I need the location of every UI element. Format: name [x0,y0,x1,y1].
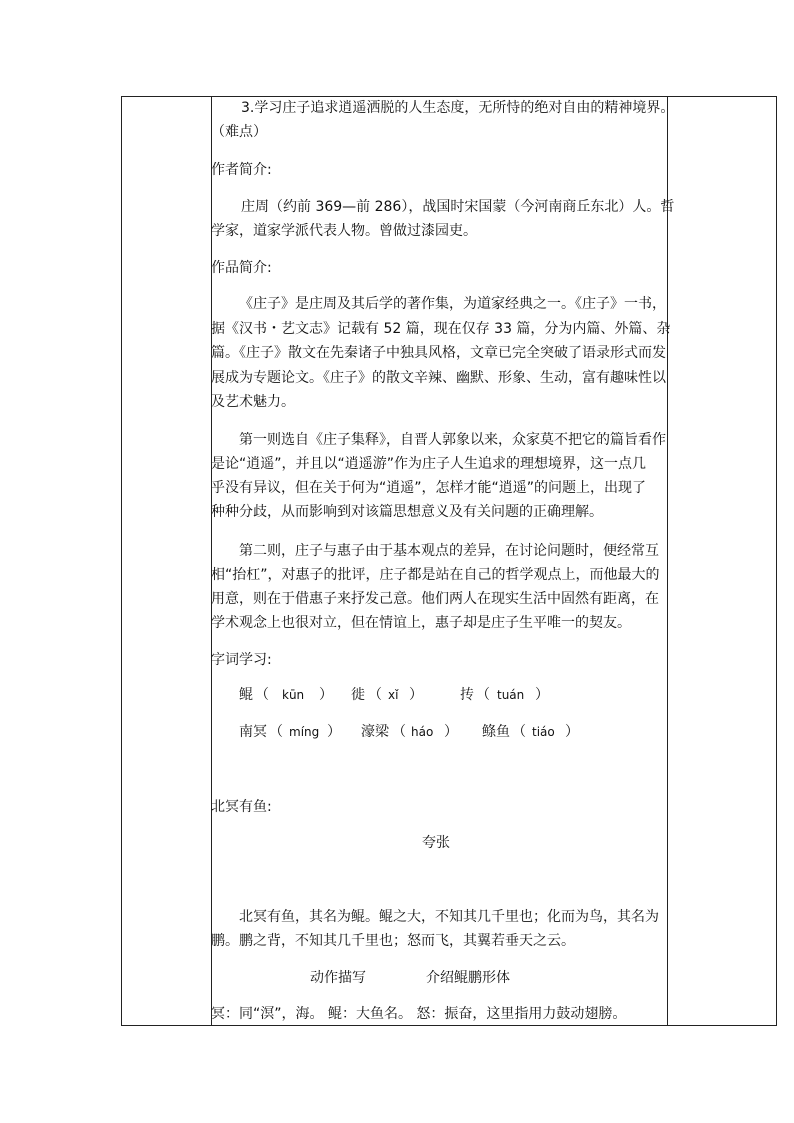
vocab-word: 南冥 [239,724,267,740]
annotation-shape: 介绍鲲鹏形体 [426,970,510,986]
work-paragraph-line: 学术观念上也很对立，但在情谊上，惠子却是庄子生平唯一的契友。 [211,615,631,631]
paren-open: （ [476,687,490,703]
objective-note: （难点） [211,124,267,140]
annotation-action: 动作描写 [310,970,366,986]
vocab-pinyin: míng [289,725,320,739]
work-paragraph-line: 据《汉书・艺文志》记载有 52 篇，现在仅存 33 篇，分为内篇、外篇、杂 [211,321,671,337]
author-text: 学家，道家学派代表人物。曾做过漆园吏。 [211,223,477,239]
objective-line: 3.学习庄子追求逍遥洒脱的人生态度，无所恃的绝对自由的精神境界。 [241,100,675,116]
paren-open: （ [255,687,269,703]
work-paragraph-line: 乎没有异议，但在关于何为“逍遥”，怎样才能“逍遥”的问题上，出现了 [211,480,647,496]
work-paragraph-line: 第二则，庄子与惠子由于基本观点的差异，在讨论问题时，便经常互 [239,543,659,559]
vocab-heading: 字词学习: [211,652,272,668]
vocab-word: 鲲 [239,687,253,703]
vocab-word: 徙 [351,687,365,703]
work-heading: 作品简介: [211,260,272,276]
work-paragraph-line: 及艺术魅力。 [211,394,295,410]
paren-open: （ [512,724,526,740]
paren-open: （ [368,687,382,703]
paren-open: （ [392,724,406,740]
vocab-word: 濠梁 [361,724,389,740]
column-divider-right [667,97,668,1025]
paren-close: ） [319,687,333,703]
vocab-pinyin: tuán [497,688,525,702]
work-paragraph-line: 第一则选自《庄子集释》，自晋人郭象以来，众家莫不把它的篇旨看作 [239,432,666,448]
paren-close: ） [409,687,423,703]
paren-close: ） [565,724,579,740]
work-paragraph-line: 展成为专题论文。《庄子》的散文辛辣、幽默、形象、生动，富有趣味性以 [211,370,666,386]
text-heading: 北冥有鱼: [211,799,272,815]
work-paragraph-line: 是论“逍遥”，并且以“逍遥游”作为庄子人生追求的理想境界，这一点几 [211,456,647,472]
paren-close: ） [327,724,341,740]
paren-open: （ [269,724,283,740]
author-heading: 作者简介: [211,162,272,178]
vocab-pinyin: háo [411,725,434,739]
work-paragraph-line: 用意，则在于借惠子来抒发己意。他们两人在现实生活中固然有距离，在 [211,591,659,607]
work-paragraph-line: 《庄子》是庄周及其后学的著作集，为道家经典之一。《庄子》一书， [239,296,666,312]
gloss-line: 冥：同“溟”，海。 鲲：大鱼名。 怒：振奋，这里指用力鼓动翅膀。 [211,1006,627,1022]
paren-close: ） [535,687,549,703]
vocab-pinyin: tiáo [532,725,555,739]
vocab-word: 鲦鱼 [482,724,510,740]
classical-text-line: 北冥有鱼，其名为鲲。鲲之大，不知其几千里也；化而为鸟，其名为 [239,909,659,925]
work-paragraph-line: 相“抬杠”，对惠子的批评，庄子都是站在自己的哲学观点上，而他最大的 [211,567,660,583]
annotation-exaggeration: 夸张 [422,835,450,851]
paren-close: ） [444,724,458,740]
vocab-pinyin: xǐ [388,688,399,702]
work-paragraph-line: 种种分歧，从而影响到对该篇思想意义及有关问题的正确理解。 [211,504,603,520]
vocab-pinyin: kūn [282,688,305,702]
vocab-word: 抟 [460,687,474,703]
author-text: 庄周（约前 369—前 286），战国时宋国蒙（今河南商丘东北）人。哲 [241,199,675,215]
work-paragraph-line: 篇。《庄子》散文在先秦诸子中独具风格，文章已完全突破了语录形式而发 [211,345,666,361]
classical-text-line: 鹏。鹏之背，不知其几千里也；怒而飞，其翼若垂天之云。 [211,933,575,949]
